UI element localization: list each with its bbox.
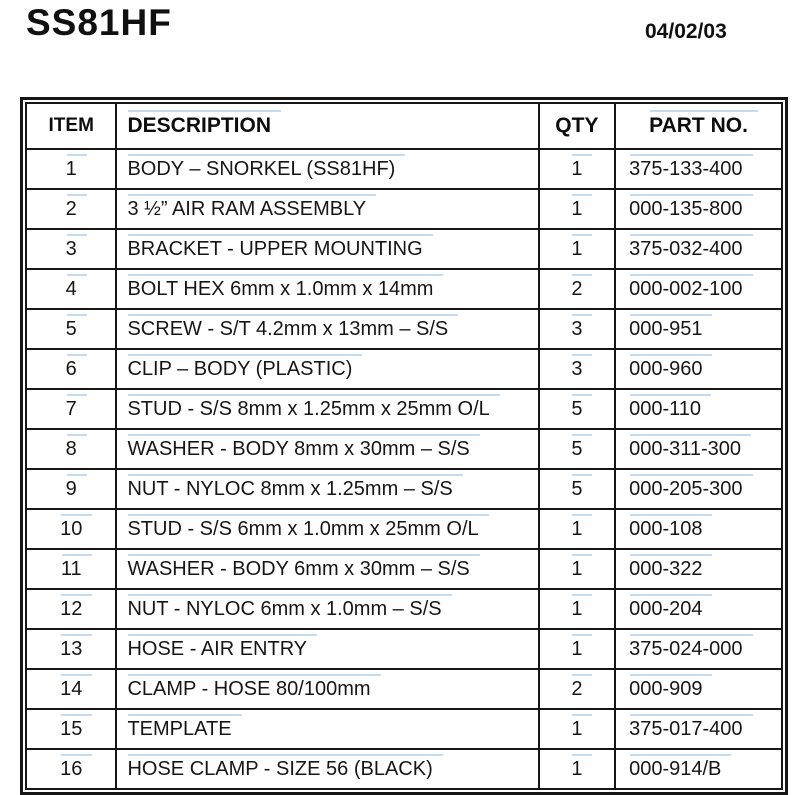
- parts-table-header: [26, 103, 782, 149]
- part-no-cell: [615, 629, 782, 669]
- qty-value: 1: [571, 597, 583, 620]
- item-number: 7: [65, 397, 77, 420]
- item-cell: [26, 189, 116, 229]
- description-text: SCREW - S/T 4.2mm x 13mm – S/S: [127, 317, 449, 340]
- item-number: 12: [60, 597, 83, 620]
- column-header-item: [26, 103, 116, 149]
- part-no-value: 000-110: [629, 397, 701, 420]
- item-number: 16: [60, 757, 83, 780]
- page-title: SS81HF: [26, 2, 172, 43]
- description-cell: [116, 509, 538, 549]
- part-no-cell: [615, 269, 782, 309]
- description-text: 3 ½” AIR RAM ASSEMBLY: [127, 197, 367, 220]
- item-cell: [26, 549, 116, 589]
- part-no-cell: [615, 709, 782, 749]
- qty-value: 2: [571, 677, 583, 700]
- parts-table-body: [26, 149, 782, 789]
- part-no-value: 000-205-300: [629, 477, 743, 500]
- qty-value: 2: [571, 277, 583, 300]
- table-row: [26, 509, 782, 549]
- table-row: [26, 589, 782, 629]
- qty-cell: [539, 149, 615, 189]
- item-number: 15: [60, 717, 83, 740]
- description-text: BODY – SNORKEL (SS81HF): [127, 157, 396, 180]
- part-no-cell: [615, 749, 782, 789]
- part-no-cell: [615, 229, 782, 269]
- part-no-cell: [615, 669, 782, 709]
- table-row: [26, 149, 782, 189]
- qty-cell: [539, 429, 615, 469]
- description-cell: [116, 629, 538, 669]
- item-cell: [26, 669, 116, 709]
- part-no-cell: [615, 349, 782, 389]
- part-no-value: 000-914/B: [629, 757, 722, 780]
- part-no-value: 375-024-000: [629, 637, 743, 660]
- part-no-value: 000-204: [629, 597, 703, 620]
- qty-value: 1: [571, 197, 583, 220]
- item-number: 8: [65, 437, 77, 460]
- description-cell: [116, 229, 538, 269]
- part-no-cell: [615, 389, 782, 429]
- description-text: WASHER - BODY 6mm x 30mm – S/S: [127, 557, 470, 580]
- qty-cell: [539, 629, 615, 669]
- qty-cell: [539, 349, 615, 389]
- part-no-cell: [615, 589, 782, 629]
- item-number: 11: [60, 557, 82, 580]
- item-number: 4: [65, 277, 77, 300]
- qty-cell: [539, 229, 615, 269]
- item-cell: [26, 349, 116, 389]
- description-cell: [116, 589, 538, 629]
- description-cell: [116, 709, 538, 749]
- table-row: [26, 269, 782, 309]
- qty-cell: [539, 749, 615, 789]
- qty-cell: [539, 549, 615, 589]
- description-text: STUD - S/S 8mm x 1.25mm x 25mm O/L: [127, 397, 490, 420]
- item-number: 9: [65, 477, 77, 500]
- description-text: CLIP – BODY (PLASTIC): [127, 357, 353, 380]
- description-text: CLAMP - HOSE 80/100mm: [127, 677, 371, 700]
- part-no-value: 000-002-100: [629, 277, 743, 300]
- part-no-value: 000-108: [629, 517, 703, 540]
- qty-cell: [539, 189, 615, 229]
- item-number: 14: [60, 677, 83, 700]
- item-cell: [26, 469, 116, 509]
- part-no-value: 000-960: [629, 357, 703, 380]
- item-number: 1: [65, 157, 77, 180]
- part-no-value: 375-017-400: [629, 717, 743, 740]
- table-row: [26, 349, 782, 389]
- item-number: 6: [65, 357, 77, 380]
- description-cell: [116, 189, 538, 229]
- part-no-cell: [615, 429, 782, 469]
- description-text: STUD - S/S 6mm x 1.0mm x 25mm O/L: [127, 517, 479, 540]
- qty-value: 1: [571, 517, 583, 540]
- qty-value: 5: [571, 477, 583, 500]
- column-header-description: [116, 103, 538, 149]
- item-number: 13: [60, 637, 83, 660]
- column-header-part-no-label: PART NO.: [649, 114, 748, 137]
- qty-value: 1: [571, 757, 583, 780]
- qty-value: 1: [571, 717, 583, 740]
- table-row: [26, 429, 782, 469]
- description-cell: [116, 349, 538, 389]
- qty-value: 1: [571, 557, 583, 580]
- qty-value: 5: [571, 397, 583, 420]
- table-row: [26, 389, 782, 429]
- qty-value: 1: [571, 157, 583, 180]
- item-cell: [26, 749, 116, 789]
- item-cell: [26, 149, 116, 189]
- parts-table: [25, 102, 783, 790]
- part-no-cell: [615, 309, 782, 349]
- table-row: [26, 749, 782, 789]
- table-row: [26, 229, 782, 269]
- description-cell: [116, 669, 538, 709]
- part-no-cell: [615, 509, 782, 549]
- item-cell: [26, 269, 116, 309]
- part-no-value: 000-135-800: [629, 197, 743, 220]
- part-no-cell: [615, 149, 782, 189]
- description-text: BOLT HEX 6mm x 1.0mm x 14mm: [127, 277, 434, 300]
- column-header-qty: [539, 103, 615, 149]
- qty-value: 5: [571, 437, 583, 460]
- item-cell: [26, 509, 116, 549]
- part-no-value: 000-951: [629, 317, 703, 340]
- part-no-cell: [615, 189, 782, 229]
- item-number: 10: [60, 517, 83, 540]
- parts-table-container: [20, 97, 788, 795]
- description-text: WASHER - BODY 8mm x 30mm – S/S: [127, 437, 470, 460]
- item-cell: [26, 389, 116, 429]
- description-cell: [116, 549, 538, 589]
- item-cell: [26, 629, 116, 669]
- description-cell: [116, 149, 538, 189]
- part-no-cell: [615, 549, 782, 589]
- description-cell: [116, 749, 538, 789]
- column-header-description-label: DESCRIPTION: [127, 114, 271, 137]
- item-cell: [26, 709, 116, 749]
- part-no-value: 375-133-400: [629, 157, 743, 180]
- description-cell: [116, 469, 538, 509]
- qty-value: 1: [571, 637, 583, 660]
- column-header-qty-label: QTY: [555, 114, 599, 137]
- item-cell: [26, 429, 116, 469]
- column-header-item-label: ITEM: [48, 115, 94, 136]
- qty-value: 3: [571, 317, 583, 340]
- item-number: 3: [65, 237, 77, 260]
- item-number: 5: [65, 317, 77, 340]
- description-text: NUT - NYLOC 6mm x 1.0mm – S/S: [127, 597, 442, 620]
- table-row: [26, 669, 782, 709]
- part-no-cell: [615, 469, 782, 509]
- description-cell: [116, 389, 538, 429]
- part-no-value: 375-032-400: [629, 237, 743, 260]
- description-cell: [116, 269, 538, 309]
- table-row: [26, 629, 782, 669]
- item-cell: [26, 589, 116, 629]
- part-no-value: 000-311-300: [629, 437, 742, 460]
- table-row: [26, 189, 782, 229]
- description-text: HOSE - AIR ENTRY: [127, 637, 308, 660]
- item-number: 2: [65, 197, 77, 220]
- description-text: BRACKET - UPPER MOUNTING: [127, 237, 423, 260]
- qty-cell: [539, 669, 615, 709]
- qty-cell: [539, 469, 615, 509]
- qty-cell: [539, 309, 615, 349]
- description-cell: [116, 309, 538, 349]
- table-row: [26, 469, 782, 509]
- part-no-value: 000-322: [629, 557, 703, 580]
- qty-value: 3: [571, 357, 583, 380]
- description-text: TEMPLATE: [127, 717, 232, 740]
- doc-date: 04/02/03: [645, 20, 727, 43]
- item-cell: [26, 309, 116, 349]
- qty-value: 1: [571, 237, 583, 260]
- description-cell: [116, 429, 538, 469]
- table-row: [26, 309, 782, 349]
- header-row: [26, 103, 782, 149]
- qty-cell: [539, 389, 615, 429]
- qty-cell: [539, 709, 615, 749]
- item-cell: [26, 229, 116, 269]
- qty-cell: [539, 589, 615, 629]
- description-text: HOSE CLAMP - SIZE 56 (BLACK): [127, 757, 433, 780]
- table-row: [26, 549, 782, 589]
- table-row: [26, 709, 782, 749]
- qty-cell: [539, 509, 615, 549]
- column-header-part-no: [615, 103, 782, 149]
- qty-cell: [539, 269, 615, 309]
- part-no-value: 000-909: [629, 677, 703, 700]
- description-text: NUT - NYLOC 8mm x 1.25mm – S/S: [127, 477, 453, 500]
